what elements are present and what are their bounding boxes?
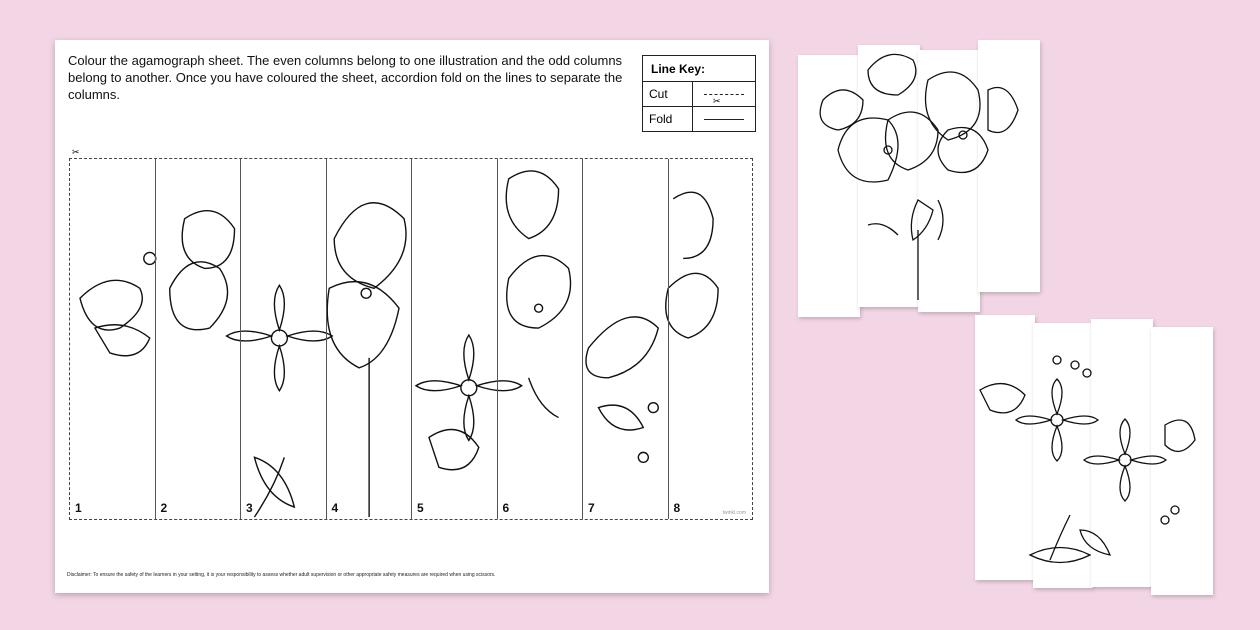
column-3 bbox=[241, 159, 327, 519]
scissors-icon: ✂ bbox=[72, 147, 80, 157]
line-key-fold-row bbox=[643, 106, 755, 131]
credit-text: twinkl.com bbox=[722, 510, 746, 516]
column-number: 6 bbox=[502, 501, 510, 515]
line-key-title: Line Key: bbox=[651, 61, 706, 76]
column-1 bbox=[70, 159, 156, 519]
instructions-text: Colour the agamograph sheet. The even columns belong to one illustration and the odd columns belong to another. Once you have coloured the sheet, accordion fold on the lines to separate the columns. bbox=[68, 53, 623, 102]
column-number: 2 bbox=[160, 501, 168, 515]
column-4 bbox=[327, 159, 413, 519]
column-number: 1 bbox=[75, 501, 82, 515]
column-8 bbox=[669, 159, 755, 519]
geranium-art bbox=[798, 40, 1042, 318]
column-2 bbox=[156, 159, 242, 519]
column-7 bbox=[583, 159, 669, 519]
dashed-line-sample bbox=[704, 94, 744, 95]
line-key-cut-row bbox=[643, 81, 755, 106]
cut-label: Cut bbox=[643, 82, 693, 106]
agamograph-sheet bbox=[55, 40, 769, 593]
column-number: 3 bbox=[246, 501, 253, 515]
folded-preview-daisies bbox=[975, 315, 1215, 595]
folded-preview-geranium bbox=[798, 40, 1042, 318]
scissors-icon: ✂ bbox=[713, 95, 721, 106]
daisies-art bbox=[975, 315, 1215, 595]
column-6 bbox=[498, 159, 584, 519]
line-key bbox=[642, 55, 756, 132]
column-number: 8 bbox=[673, 501, 681, 515]
fold-label: Fold bbox=[643, 107, 693, 131]
column-number: 7 bbox=[588, 501, 595, 515]
disclaimer-text: Disclaimer: To ensure the safety of the learners in your setting, it is your responsibility to assess whether adult supervision or other appropriate safety measures are required when using scissors. bbox=[67, 572, 496, 578]
solid-line-sample bbox=[704, 119, 744, 120]
fold-sample bbox=[693, 119, 755, 120]
agamograph-grid bbox=[69, 147, 753, 520]
cut-sample bbox=[693, 94, 755, 106]
column-number: 4 bbox=[331, 501, 339, 515]
column-number: 5 bbox=[417, 501, 424, 515]
column-5 bbox=[412, 159, 498, 519]
